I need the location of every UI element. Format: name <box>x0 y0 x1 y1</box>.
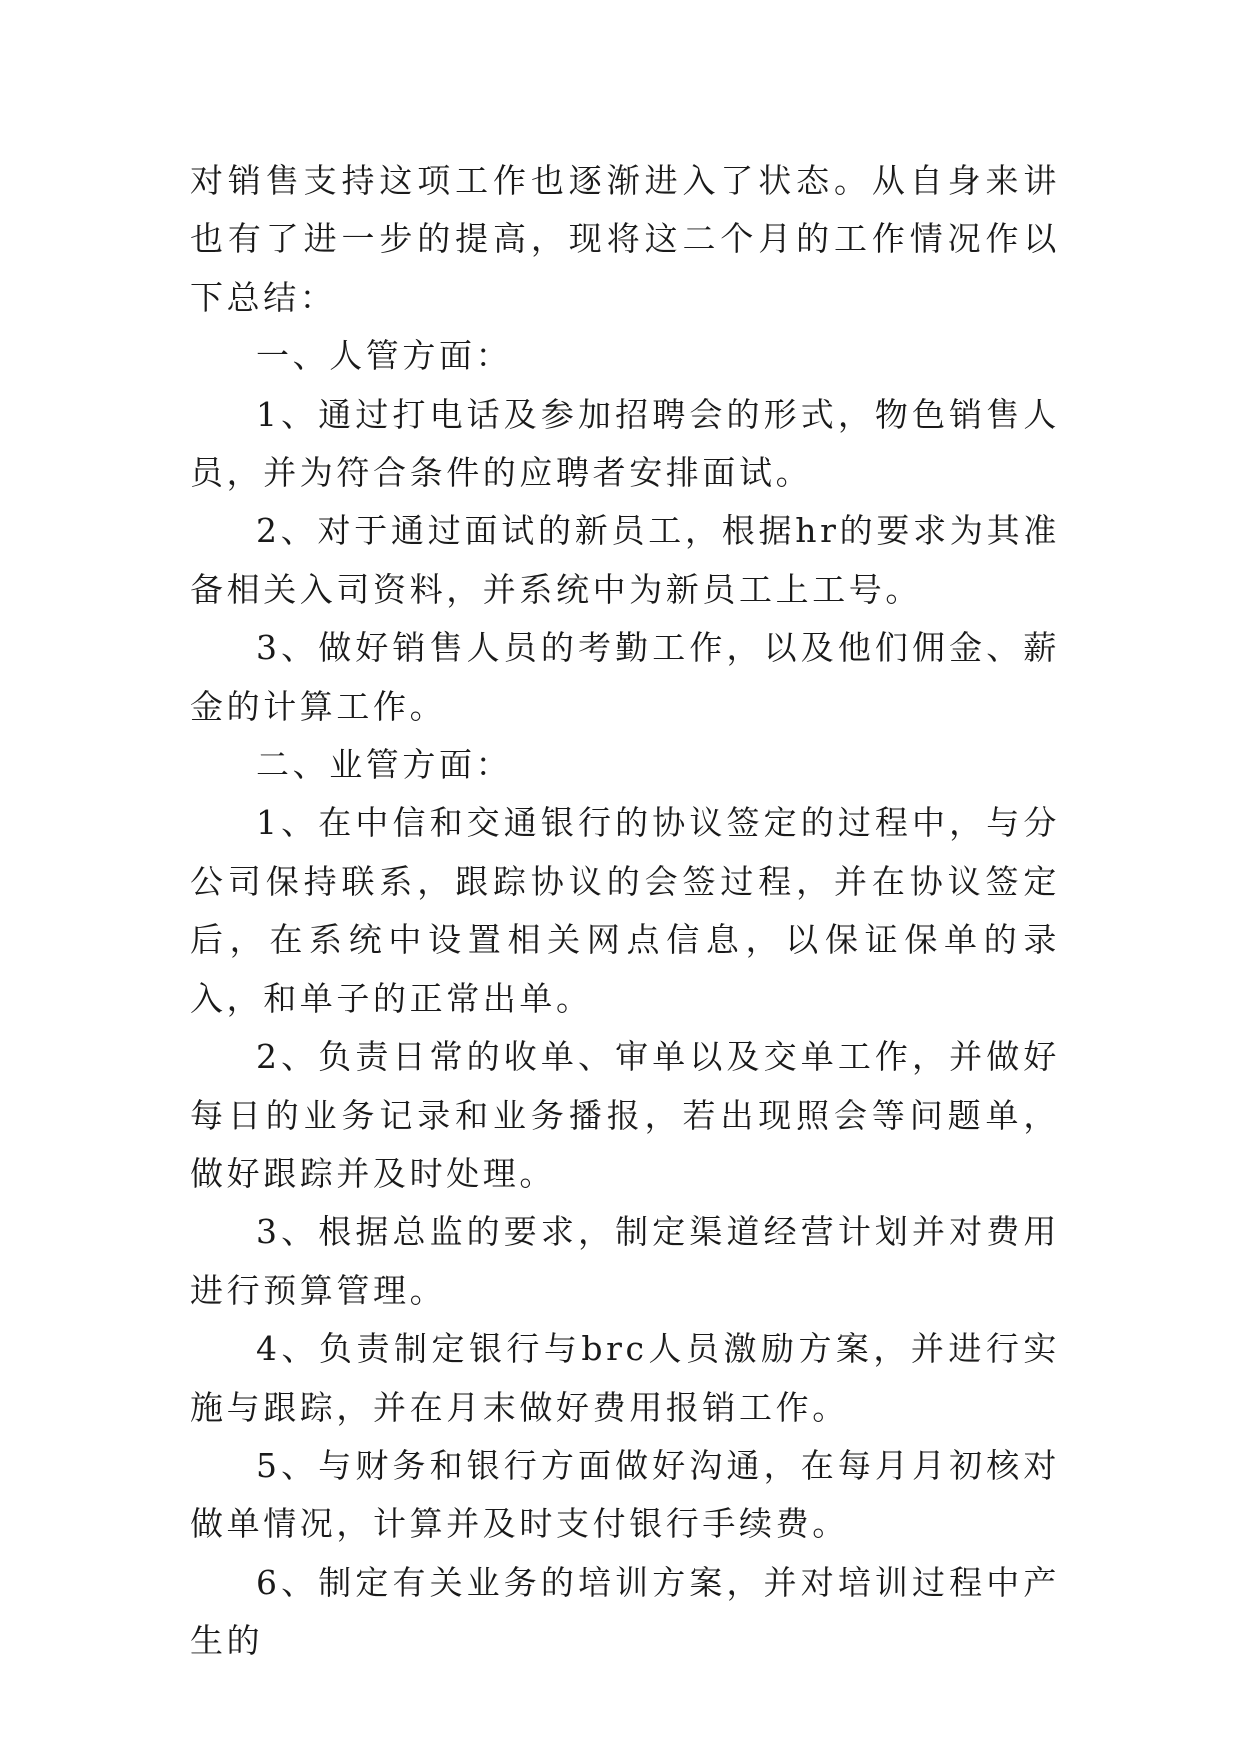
document-body <box>190 152 1060 1671</box>
section-heading-personnel: 一、人管方面： <box>256 336 513 376</box>
paragraph-personnel-1: 1、通过打电话及参加招聘会的形式，物色销售人员，并为符合条件的应聘者安排面试。 <box>190 394 1060 493</box>
paragraph-business-5: 5、与财务和银行方面做好沟通，在每月月初核对做单情况，计算并及时支付银行手续费。 <box>190 1445 1060 1544</box>
paragraph-business-3: 3、根据总监的要求，制定渠道经营计划并对费用进行预算管理。 <box>190 1212 1060 1310</box>
paragraph-intro: 对销售支持这项工作也逐渐进入了状态。从自身来讲也有了进一步的提高，现将这二个月的工作情况作以下总结： <box>190 161 1060 317</box>
paragraph-business-1: 1、在中信和交通银行的协议签定的过程中，与分公司保持联系，跟踪协议的会签过程，并在协议签定后，在系统中设置相关网点信息，以保证保单的录入，和单子的正常出单。 <box>190 803 1060 1018</box>
paragraph-personnel-2: 2、对于通过面试的新员工，根据hr的要求为其准备相关入司资料，并系统中为新员工上工号。 <box>190 511 1060 609</box>
section-heading-business: 二、业管方面： <box>256 745 513 785</box>
paragraph-business-6: 6、制定有关业务的培训方案，并对培训过程中产生的 <box>190 1562 1060 1661</box>
paragraph-personnel-3: 3、做好销售人员的考勤工作，以及他们佣金、薪金的计算工作。 <box>190 628 1060 726</box>
paragraph-business-2: 2、负责日常的收单、审单以及交单工作，并做好每日的业务记录和业务播报，若出现照会等问题单，做好跟踪并及时处理。 <box>190 1037 1060 1193</box>
paragraph-business-4: 4、负责制定银行与brc人员激励方案，并进行实施与跟踪，并在月末做好费用报销工作。 <box>190 1329 1060 1427</box>
